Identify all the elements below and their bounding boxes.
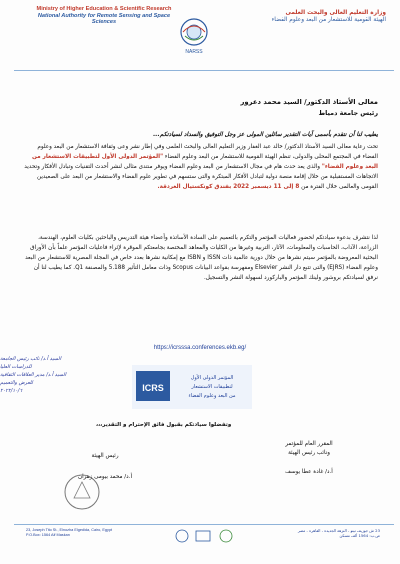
official-seal-icon xyxy=(62,470,102,514)
header-divider xyxy=(14,70,394,71)
handwritten-note xyxy=(0,355,80,395)
greeting-title: رئيس جامعة دمياط xyxy=(318,109,378,117)
conference-date: 8 إلى 11 ديسمبر 2022 بفندق كونكستيال الغردقة. xyxy=(157,184,300,190)
footer-divider xyxy=(14,524,394,525)
signature-left-name: أ.د/ محمد بيومى زهران xyxy=(77,474,132,480)
logo-text: NARSS xyxy=(185,49,203,55)
footer-ar-line-2: ص.ب: 1564 ألف مسكن xyxy=(339,533,380,538)
authority-name-ar: الهيئة القومية للاستشعار من البعد وعلوم الفضاء xyxy=(271,17,386,23)
signature-right xyxy=(264,440,354,477)
paragraph-1 xyxy=(22,142,378,192)
footer-address-en xyxy=(26,528,156,538)
signature-right-title-1: المقرر العام للمؤتمر xyxy=(285,441,333,447)
paragraph-1-text-b: والذى يعد حدث هام في مجال الاستشعار من البعد وعلوم الفضاء ويوفر منتدى مثالى لنشر أحدث التقنيات وتبادل الأفكار وتحديد الاتجاهات المستقبلية من خلال إقامة منصة دولية لتبادل الأفكار المبتكرة والتى ستسهم في تطوير علوم الفضاء والاستشعار من البعد على الصعيدين القومى والعالمى خلال الفترة من xyxy=(24,164,378,190)
conference-link[interactable]: https://icrsssa.conferences.ekb.eg/ xyxy=(153,345,247,351)
paragraph-2: لذا نتشرف بدعوة سيادتكم لحضور فعاليات المؤتمر والتكرم بالتعميم على السادة الأساتذة وأعضاء هيئة التدريس والباحثين بكليات العلوم، الهندسة، الزراعة، الآداب، الحاسبات والمعلومات، الآثار، التربية وغيرها من الكليات والمعاهد المختصة بجامعتكم الموقرة لإثراء فاعليات المؤتمر علماً بأن الأوراق البحثية المعروضة بالمؤتمر سيتم نشرها من خلال دورية عالمية ذات ISSN و ISBN مع إمكانية نشرها بعدد خاص في المجلة المصرية للاستشعار من البعد وعلوم الفضاء (EJRS) والتى تتبع دار النشر Elsevier ومفهرسة بقواعد البيانات Scopus وذات معامل التأثير 5.188 والمصنفة Q1. كما يطيب لنا أن نرفق لسيادتكم بروشور ولينك المؤتمر والباركورد لسهولة النشر والتسجيل. xyxy=(25,235,378,281)
conference-logo-acronym: ICRS xyxy=(142,383,164,393)
ministry-name-en: Ministry of Higher Education & Scientific Research xyxy=(36,6,172,12)
conference-logo-line-1: المؤتمر الدولى الأول xyxy=(190,375,234,381)
closing-line: وتفضلوا سيادتكم بقبول فائق الإحترام و التقدير،،، xyxy=(96,422,232,428)
authority-name-en: National Authority for Remote Sensing and Space Sciences xyxy=(37,12,171,26)
handwritten-line-1: السيد أ.د/ نائب رئيس الجامعة للدراسات العليا xyxy=(0,356,62,370)
header-arabic xyxy=(236,10,386,24)
footer-address-ar xyxy=(240,528,380,538)
footer-en-line-2: P.O.Box: 1564 Alf Maskan xyxy=(26,533,70,537)
signature-left-title: رئيس الهيئة xyxy=(91,453,119,459)
conference-title: "المؤتمر الدولى الأول لتطبيقات الاستشعار من البعد وعلوم الفضاء" xyxy=(32,154,378,170)
footer-logos-icon xyxy=(170,527,240,545)
header-english xyxy=(34,6,174,26)
greeting-recipient: معالى الأستاذ الدكتور/ السيد محمد دعرور xyxy=(240,98,378,106)
handwritten-line-2: السيد أ.د/ مدير العلاقات الثقافية xyxy=(0,372,67,378)
signature-right-name: أ.د/ غادة عطا يوسف xyxy=(285,469,333,475)
footer-en-line-1: 23, Joseph Tito St., Elnozha Elgedida, Cairo, Egypt xyxy=(26,528,113,532)
paragraph-1-text-a: تحت رعاية معالى السيد الأستاذ الدكتور/ خالد عبد الغفار وزير التعليم العالى والبحث العلمى وفي إطار نشر وعى وثقافة الاستشعار من البعد وعلوم الفضاء في المجتمع المحلى والدولى، تنظم الهيئة القومية للاستشعار من البعد وعلوم الفضاء xyxy=(37,144,378,160)
handwritten-line-3: للعرض والتعميم xyxy=(0,380,33,386)
ministry-name-ar: وزارة التعليم العالى والبحث العلمى xyxy=(285,10,386,16)
conference-logo-icon xyxy=(132,365,252,409)
conference-logo-line-3: من البعد وعلوم الفضاء xyxy=(188,393,236,399)
narss-logo-icon xyxy=(176,16,212,56)
conference-logo-line-2: لتطبيقات الاستشعار xyxy=(191,384,233,390)
footer-ar-line-1: 23 ش جوزيف تيتو - النزهة الجديدة - القاهرة - مصر xyxy=(297,528,380,533)
handwritten-date: ٢٠٢٢/١٠/٦ xyxy=(0,388,23,394)
signature-right-title-2: ونائب رئيس الهيئة xyxy=(288,450,330,456)
intro-line: يطيب لنا أن نتقدم بأسمى آيات التقدير سائلين المولى عز وجل التوفيق والسداد لسيادتكم... xyxy=(153,132,378,138)
